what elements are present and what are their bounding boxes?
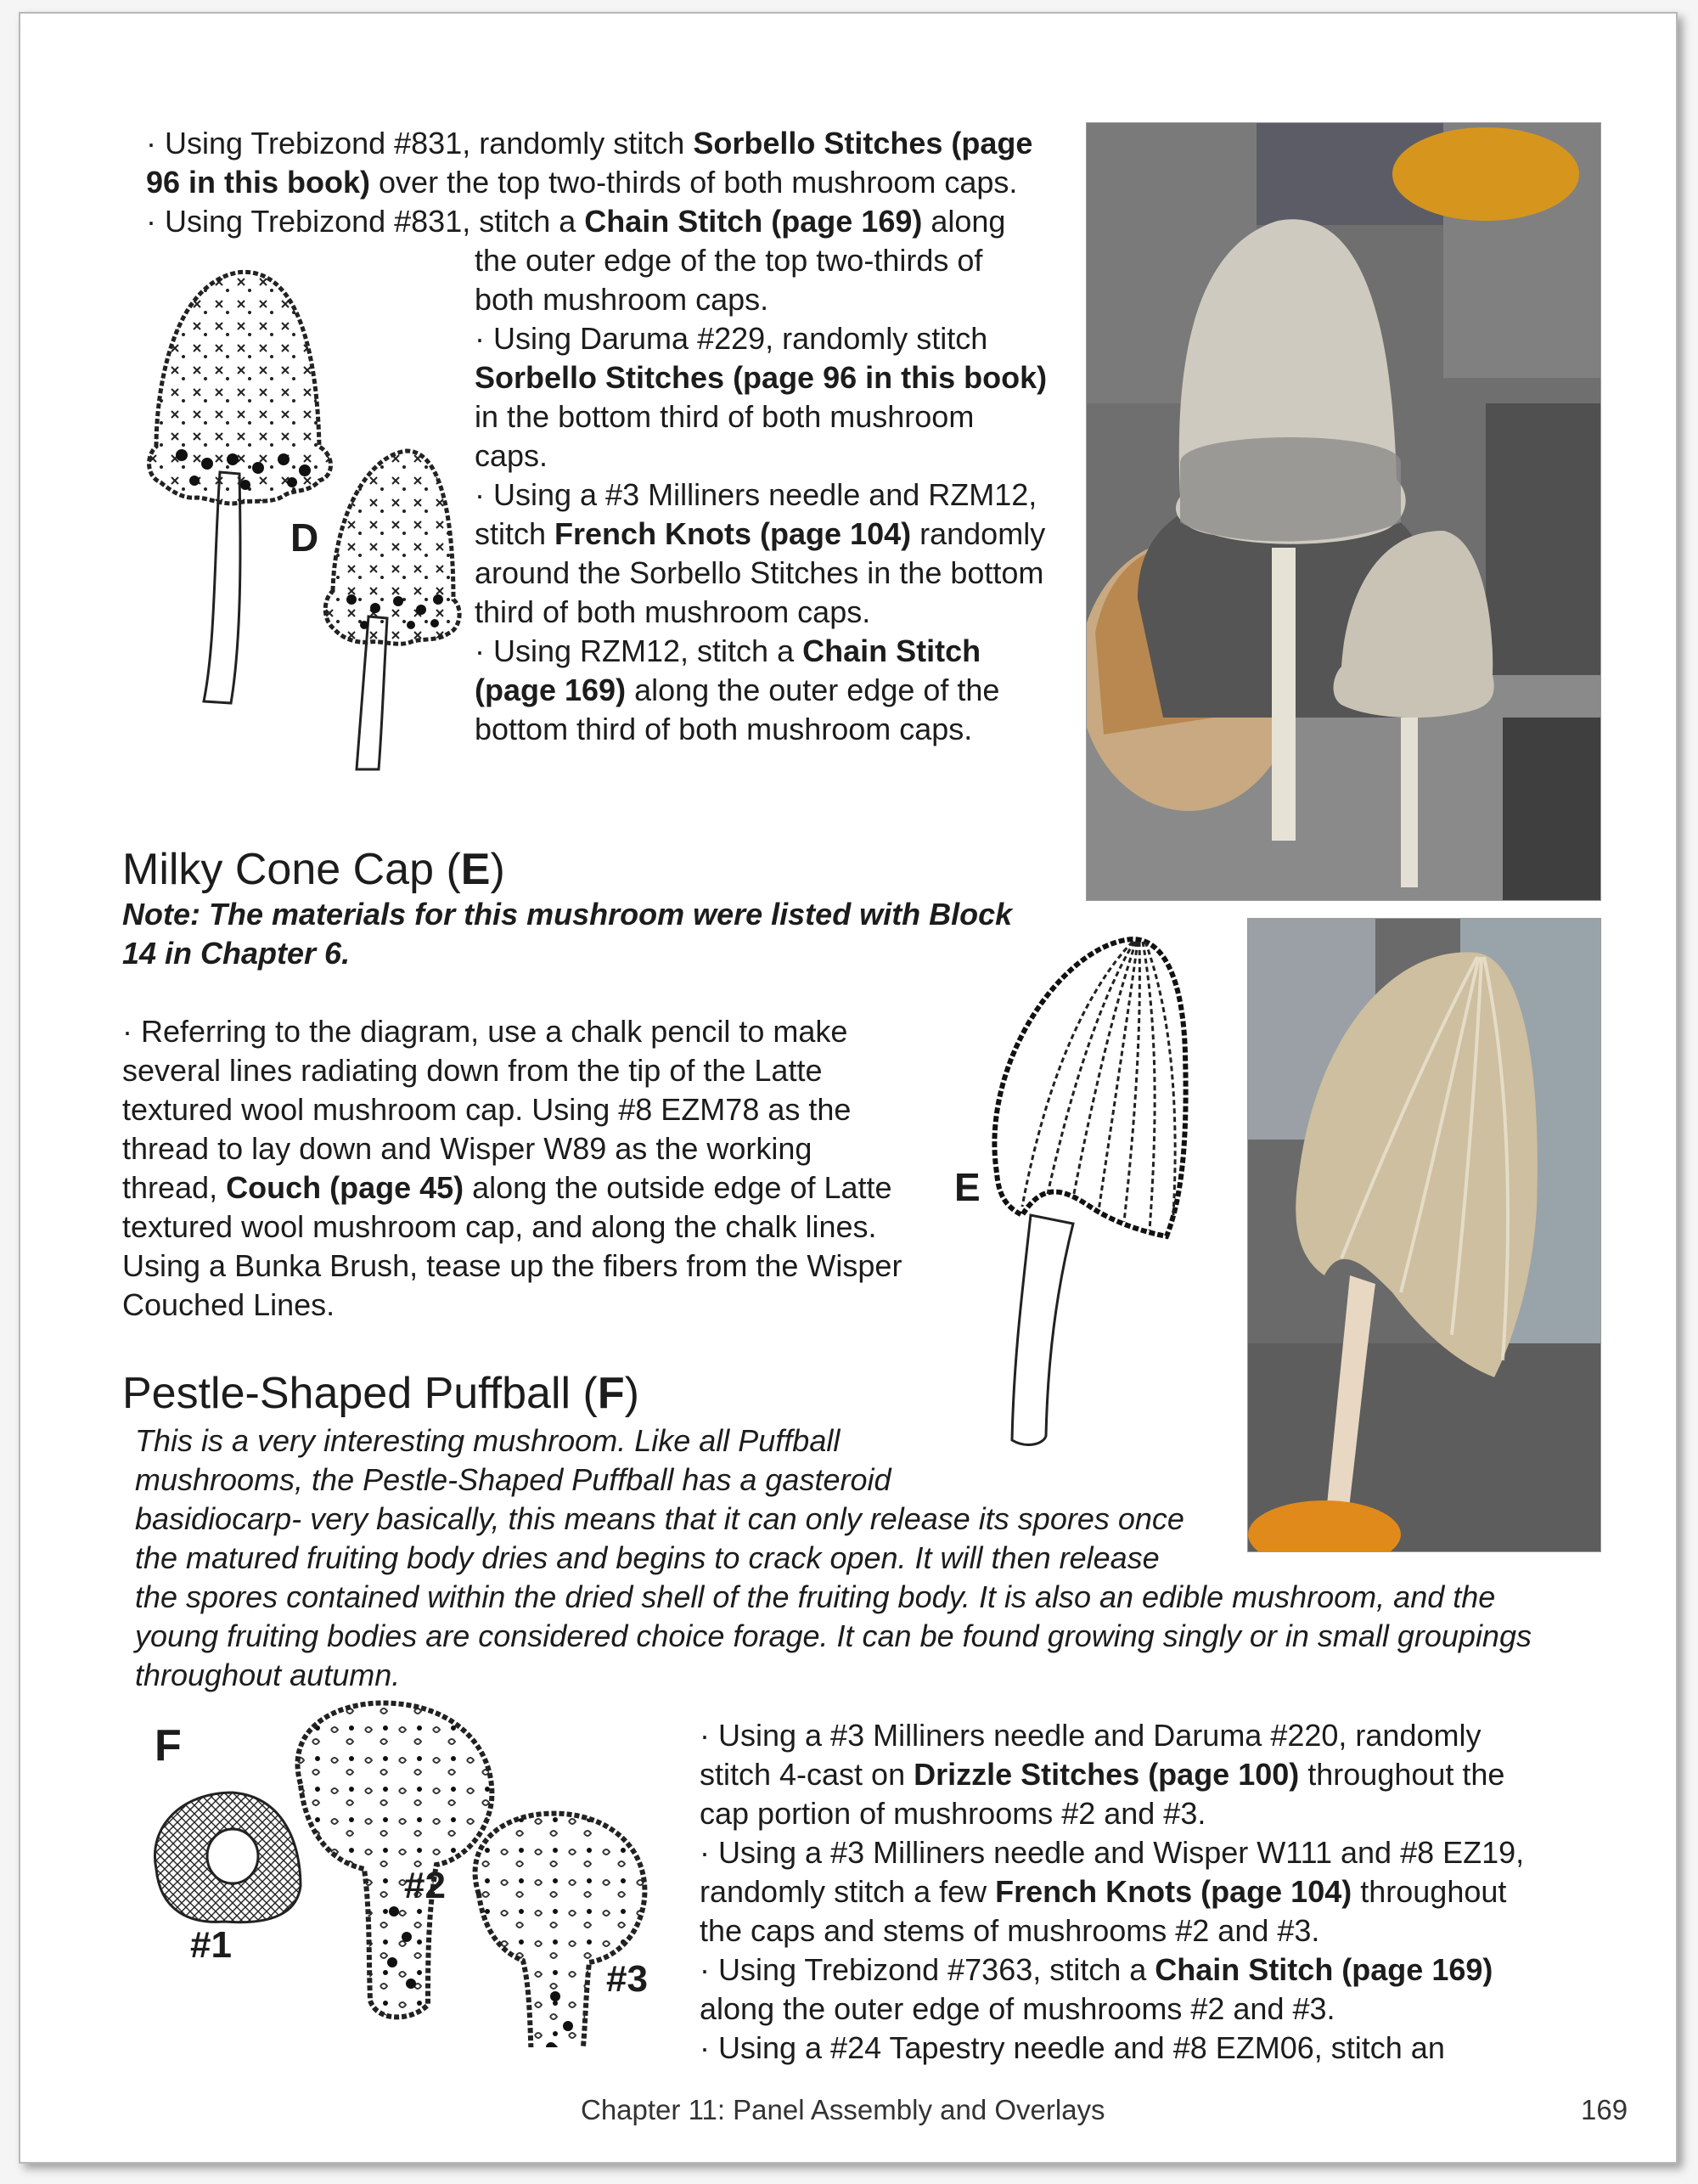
section-e-body-line-5: thread, Couch (page 45) along the outside edge of Latte	[122, 1170, 892, 1205]
section-f-intro-line-1: This is a very interesting mushroom. Like all Puffball	[135, 1423, 841, 1458]
section-f-title-block	[122, 1368, 1141, 1419]
section-e-title: Milky Cone Cap (E)	[122, 845, 505, 894]
section-e-note-line-1: Note: The materials for this mushroom were listed with Block	[122, 897, 1013, 932]
d-bullet-4-line-1: · Using a #3 Milliners needle and RZM12,	[475, 477, 1037, 512]
section-e-body-line-7: Using a Bunka Brush, tease up the fibers from the Wisper	[122, 1248, 902, 1283]
f-bullet-2-line-1: · Using a #3 Milliners needle and Wisper W111 and #8 EZ19,	[700, 1835, 1525, 1870]
d-bullet-4-line-3: around the Sorbello Stitches in the bottom	[475, 555, 1044, 590]
book-page	[19, 12, 1678, 2164]
diagram-d-label: D	[290, 515, 319, 560]
section-e-note-line-2: 14 in Chapter 6.	[122, 936, 351, 971]
section-e-body-line-8: Couched Lines.	[122, 1287, 335, 1322]
section-d-bullets-top	[146, 124, 1088, 241]
diagram-f-label: F	[155, 1721, 182, 1770]
section-f-bullets	[700, 1716, 1616, 2068]
d-bullet-3-line-1: · Using Daruma #229, randomly stitch	[475, 321, 988, 356]
d-bullet-3-line-3: in the bottom third of both mushroom	[475, 399, 975, 434]
f-bullet-3-line-1: · Using Trebizond #7363, stitch a Chain Stitch (page 169)	[700, 1952, 1493, 1987]
diagram-f-label-2: #2	[404, 1865, 446, 1906]
section-e-body-line-3: textured wool mushroom cap. Using #8 EZM78 as the	[122, 1092, 852, 1127]
footer-chapter-title: Chapter 11: Panel Assembly and Overlays	[581, 2094, 1105, 2125]
section-f-title: Pestle-Shaped Puffball (F)	[122, 1369, 639, 1418]
f-bullet-4-line-1: · Using a #24 Tapestry needle and #8 EZM06, stitch an	[700, 2030, 1445, 2065]
d-bullet-2-line-3: both mushroom caps.	[475, 282, 769, 317]
f-bullet-1-line-3: cap portion of mushrooms #2 and #3.	[700, 1796, 1206, 1831]
d-bullet-3-line-4: caps.	[475, 438, 548, 473]
d-bullet-5-line-2: (page 169) along the outer edge of the	[475, 673, 1000, 707]
d-bullet-4-line-2: stitch French Knots (page 104) randomly	[475, 516, 1046, 551]
f-bullet-1-line-1: · Using a #3 Milliners needle and Daruma #220, randomly	[700, 1718, 1482, 1753]
d-bullet-4-line-4: third of both mushroom caps.	[475, 594, 871, 629]
diagram-f-label-3: #3	[606, 1958, 648, 2000]
section-e-body-line-6: textured wool mushroom cap, and along the chalk lines.	[122, 1209, 877, 1244]
photo-mushrooms-d	[1086, 122, 1601, 901]
section-f-intro-line-4: the matured fruiting body dries and begins to crack open. It will then release	[135, 1540, 1160, 1575]
section-e-body-line-1: · Referring to the diagram, use a chalk pencil to make	[122, 1014, 848, 1049]
d-bullet-1-line-1: · Using Trebizond #831, randomly stitch Sorbello Stitches (page	[146, 126, 1033, 160]
mushroom-f-diagram	[122, 1691, 674, 2047]
section-f-intro	[135, 1421, 1612, 1695]
f-bullet-1-line-2: stitch 4-cast on Drizzle Stitches (page 100) throughout the	[700, 1757, 1505, 1792]
d-bullet-2-line-1: · Using Trebizond #831, stitch a Chain Stitch (page 169) along	[146, 204, 1006, 239]
f-bullet-2-line-2: randomly stitch a few French Knots (page 104) throughout	[700, 1874, 1507, 1909]
section-e-body-line-2: several lines radiating down from the tip of the Latte	[122, 1053, 823, 1088]
section-f-intro-line-3: basidiocarp- very basically, this means that it can only release its spores once	[135, 1501, 1184, 1536]
d-bullet-1-line-2: 96 in this book) over the top two-thirds of both mushroom caps.	[146, 165, 1018, 200]
d-bullet-2-line-2: the outer edge of the top two-thirds of	[475, 243, 983, 278]
section-f-intro-line-2: mushrooms, the Pestle-Shaped Puffball has a gasteroid	[135, 1462, 891, 1497]
d-bullet-3-line-2: Sorbello Stitches (page 96 in this book)	[475, 360, 1048, 395]
diagram-e-label: E	[954, 1165, 981, 1209]
d-bullet-5-line-3: bottom third of both mushroom caps.	[475, 712, 973, 746]
diagram-f-label-1: #1	[190, 1924, 232, 1966]
section-e-body-line-4: thread to lay down and Wisper W89 as the working	[122, 1131, 812, 1166]
section-d-bullets-right	[475, 241, 1103, 749]
section-f-intro-line-7: throughout autumn.	[135, 1658, 401, 1692]
section-f-intro-line-6: young fruiting bodies are considered choice forage. It can be found growing singly or in small groupings	[135, 1618, 1532, 1653]
footer-page-number: 169	[1581, 2094, 1628, 2125]
f-bullet-2-line-3: the caps and stems of mushrooms #2 and #3.	[700, 1913, 1320, 1948]
d-bullet-5-line-1: · Using RZM12, stitch a Chain Stitch	[475, 633, 981, 668]
section-f-intro-line-5: the spores contained within the dried shell of the fruiting body. It is also an edible mushroom, and the	[135, 1579, 1496, 1614]
f-bullet-3-line-2: along the outer edge of mushrooms #2 and #3.	[700, 1991, 1335, 2026]
